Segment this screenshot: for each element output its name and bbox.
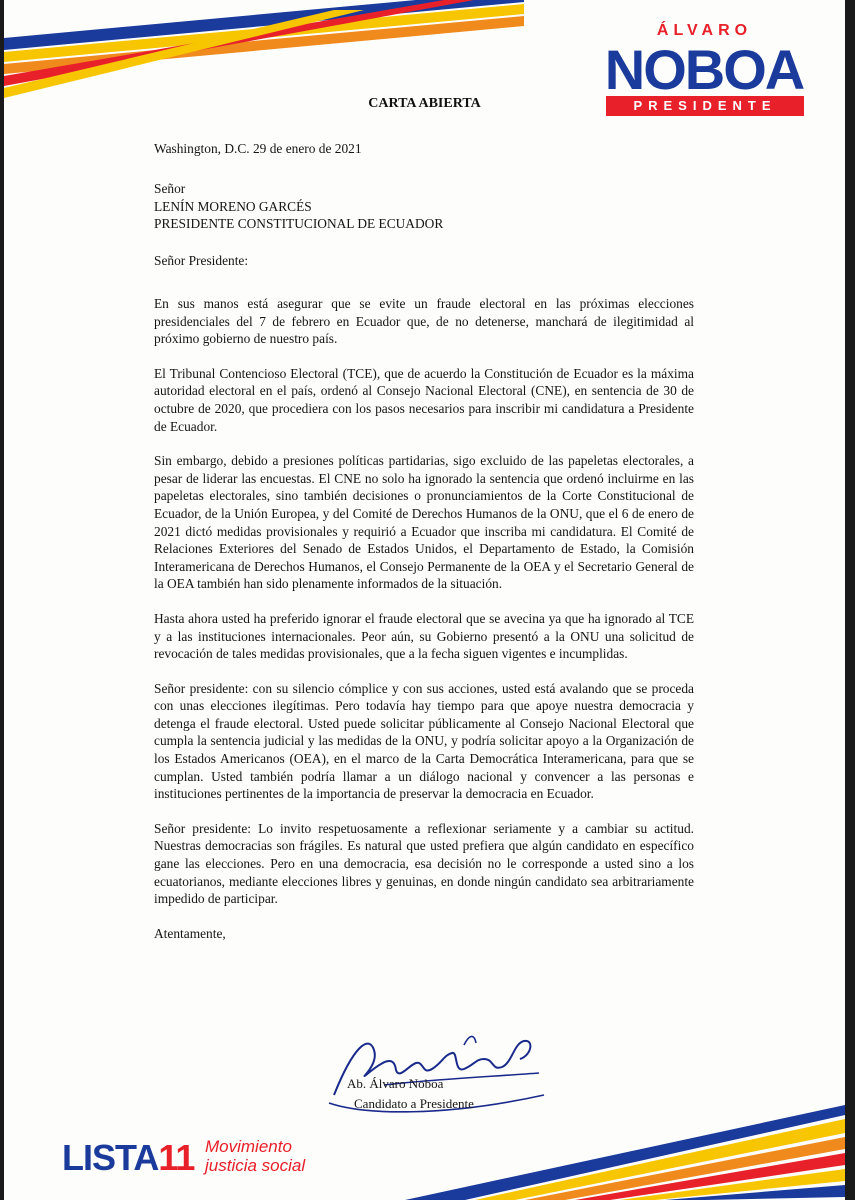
salutation: Señor Presidente: (154, 253, 249, 268)
logo-first-name: ÁLVARO (656, 22, 753, 39)
body-paragraph: Señor presidente: Lo invito respetuosamente a reflexionar seriamente y a cambiar su actitud. Nuestras democracias son frágiles. Es natural que usted prefiera que algún candidato en específico gane las elecciones. Pero en una democracia, esa decisión no le corresponde a usted sino a los ecuatorianos, mediante elecciones libres y genuinas, en donde ningún candidato sea arbitrariamente impedido de participar. (154, 820, 694, 907)
recipient-block (154, 180, 694, 233)
logo-role-bar: PRESIDENTE (606, 96, 804, 116)
logo-noboa-wordmark (602, 42, 807, 94)
lista-wordmark (62, 1135, 194, 1180)
recipient-line: PRESIDENTE CONSTITUCIONAL DE ECUADOR (154, 216, 444, 232)
letter-body (154, 295, 694, 959)
body-paragraph: En sus manos está asegurar que se evite un fraude electoral en las próximas elecciones presidenciales del 7 de febrero en Ecuador que, de no detenerse, manchará de ilegitimidad al próximo gobierno de nuestro país. (154, 296, 694, 347)
recipient-line: LENÍN MORENO GARCÉS (154, 198, 312, 214)
top-stripes-decoration (4, 0, 524, 110)
svg-text:NOBOA: NOBOA (604, 42, 804, 94)
body-paragraph: El Tribunal Contencioso Electoral (TCE), que de acuerdo la Constitución de Ecuador es la máxima autoridad electoral en el país, ordenó al Consejo Nacional Electoral (CNE), en sentencia de 30 de octubre de 2020, que procediera con los pasos necesarios para inscribir mi candidatura a Presidente de Ecuador. (154, 365, 694, 434)
recipient-line: Señor (154, 181, 186, 196)
movement-name-line2: justicia social (205, 1156, 306, 1175)
bottom-stripes-decoration (405, 1105, 845, 1200)
letter-title: CARTA ABIERTA (368, 96, 481, 111)
letter-date: Washington, D.C. 29 de enero de 2021 (154, 141, 362, 156)
letter-page (4, 0, 845, 1200)
signature-role: Candidato a Presidente (354, 1096, 474, 1111)
lista-number: 11 (158, 1137, 195, 1178)
body-paragraph: Sin embargo, debido a presiones políticas partidarias, sigo excluido de las papeletas electorales, a pesar de liderar las encuestas. El CNE no solo ha ignorado la sentencia que ordenó incluirme en las papeletas electorales, sino también decisiones o pronunciamientos de la Corte Constitucional de Ecuador, de la Unión Europea, y del Comité de Derechos Humanos de la ONU, que el 6 de enero de 2021 dictó medidas provisionales y requirió a Ecuador que inscriba mi candidatura. El Comité de Relaciones Exteriores del Senado de Estados Unidos, el Departamento de Estado, la Comisión Interamericana de Derechos Humanos, el Consejo Permanente de la OEA y el Secretario General de la OEA también han sido plenamente informados de la situación. (154, 453, 694, 592)
closing: Atentamente, (154, 925, 226, 941)
movement-name-line1: Movimiento (205, 1137, 292, 1156)
body-paragraph: Señor presidente: con su silencio cómplice y con sus acciones, usted está avalando que se proceda con unas elecciones ilegítimas. Pero todavía hay tiempo para que apoye nuestra democracia y detenga el fraude electoral. Usted puede solicitar públicamente al Consejo Nacional Electoral que cumpla la sentencia judicial y las medidas de la ONU, y podría solicitar apoyo a la Organización de los Estados Americanos (OEA), en el marco de la Carta Democrática Interamericana, para que se cumplan. Usted también podría llamar a un diálogo nacional y convencer a las personas e instituciones pertinentes de la importancia de preservar la democracia en Ecuador. (154, 680, 694, 802)
signature-name: Ab. Álvaro Noboa (347, 1076, 444, 1091)
lista-11-logo (62, 1135, 322, 1180)
lista-word: LISTA (62, 1137, 159, 1178)
body-paragraph: Hasta ahora usted ha preferido ignorar el fraude electoral que se avecina ya que ha ignorado al TCE y a las instituciones internacionales. Peor aún, su Gobierno presentó a la ONU una solicitud de revocación de tales medidas provisionales, que a la fecha siguen vigentes e incumplidas. (154, 610, 694, 662)
